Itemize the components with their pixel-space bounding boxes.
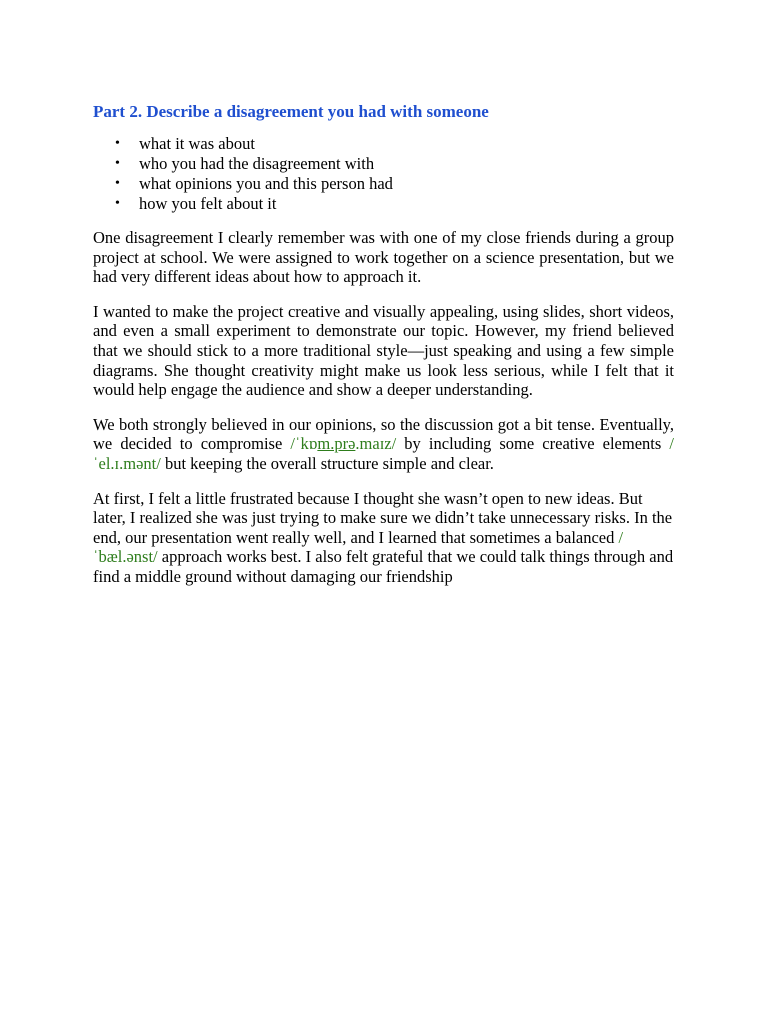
- bullet-text: who you had the disagreement with: [139, 154, 375, 173]
- part-heading: Part 2. Describe a disagreement you had with someone: [93, 102, 489, 121]
- paragraph-4-text-a: At first, I felt a little frustrated because I thought she wasn’t open to new ideas. But later, I realized she was just trying to make sure we didn’t take unnecessary risks. In the end, our presentation went really well, and I learned that sometimes a balanced: [93, 488, 673, 547]
- prompt-bullet-list: [93, 134, 674, 214]
- ipa-compromise-c: .maɪz/: [355, 434, 397, 454]
- bullet-text: what opinions you and this person had: [139, 174, 393, 193]
- ipa-compromise: [290, 434, 396, 453]
- bullet-item: [93, 154, 674, 174]
- bullet-item: [93, 134, 674, 154]
- bullet-text: how you felt about it: [139, 194, 277, 213]
- bullet-dot: •: [115, 136, 120, 151]
- paragraph-3-text-c: but keeping the overall structure simple and clear.: [160, 453, 494, 473]
- paragraph-4: [93, 489, 674, 587]
- paragraph-3-text-a: We both strongly believed in our opinions, so the discussion got a bit tense. Eventually, we decided to compromise: [93, 414, 674, 454]
- paragraph-4-text-b: approach works best. I also felt grateful that we could talk things through and find a middle ground without damaging our friendship: [93, 547, 674, 586]
- ipa-compromise-b: m.prə: [317, 434, 356, 454]
- ipa-compromise-a: /ˈkɒ: [290, 434, 318, 454]
- document-page: [93, 101, 674, 602]
- paragraph-3: [93, 415, 674, 474]
- paragraph-3-text-b: by including some creative elements: [396, 434, 670, 454]
- bullet-dot: •: [115, 176, 120, 191]
- ipa-balanced: /ˈbæl.ənst/: [93, 527, 624, 567]
- bullet-dot: •: [115, 196, 120, 211]
- bullet-text: what it was about: [139, 134, 255, 153]
- paragraph-2: I wanted to make the project creative and visually appealing, using slides, short videos, and even a small experiment to demonstrate our topic. However, my friend believed that we should stick to a more traditional style—just speaking and using a few simple diagrams. She thought creativity might make us look less serious, while I felt that it would help engage the audience and show a deeper understanding.: [93, 301, 674, 400]
- bullet-item: [93, 174, 674, 194]
- bullet-item: [93, 194, 674, 214]
- bullet-dot: •: [115, 156, 120, 171]
- ipa-element: /ˈel.ɪ.mənt/: [93, 434, 674, 473]
- paragraph-1: One disagreement I clearly remember was with one of my close friends during a group project at school. We were assigned to work together on a science presentation, but we had very different ideas about how to approach it.: [93, 228, 674, 287]
